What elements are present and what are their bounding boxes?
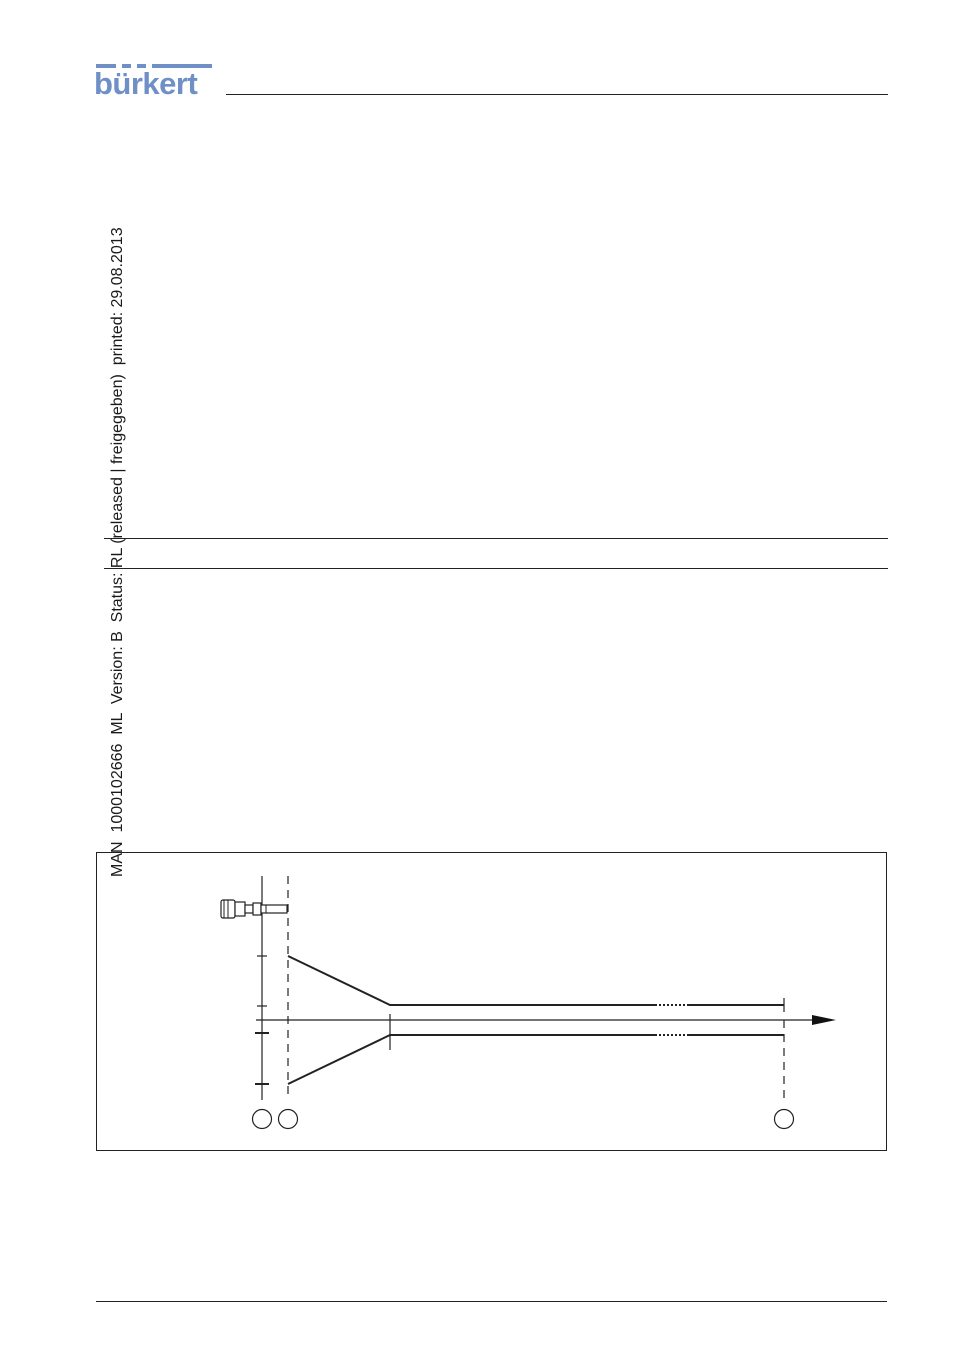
sensor-probe-icon	[221, 900, 287, 918]
lower-band-line	[288, 1035, 655, 1084]
time-axis-arrow	[812, 1015, 836, 1025]
upper-band-line	[288, 956, 655, 1005]
footer-rule	[96, 1301, 887, 1302]
logo-text: bürkert	[94, 66, 198, 101]
callout-circle-2	[279, 1110, 298, 1129]
callout-circle-3	[775, 1110, 794, 1129]
document-status-text: MAN 1000102666 ML Version: B Status: RL (released | freigegeben) printed: 29.08.2013	[109, 227, 126, 877]
callout-circle-1	[253, 1110, 272, 1129]
